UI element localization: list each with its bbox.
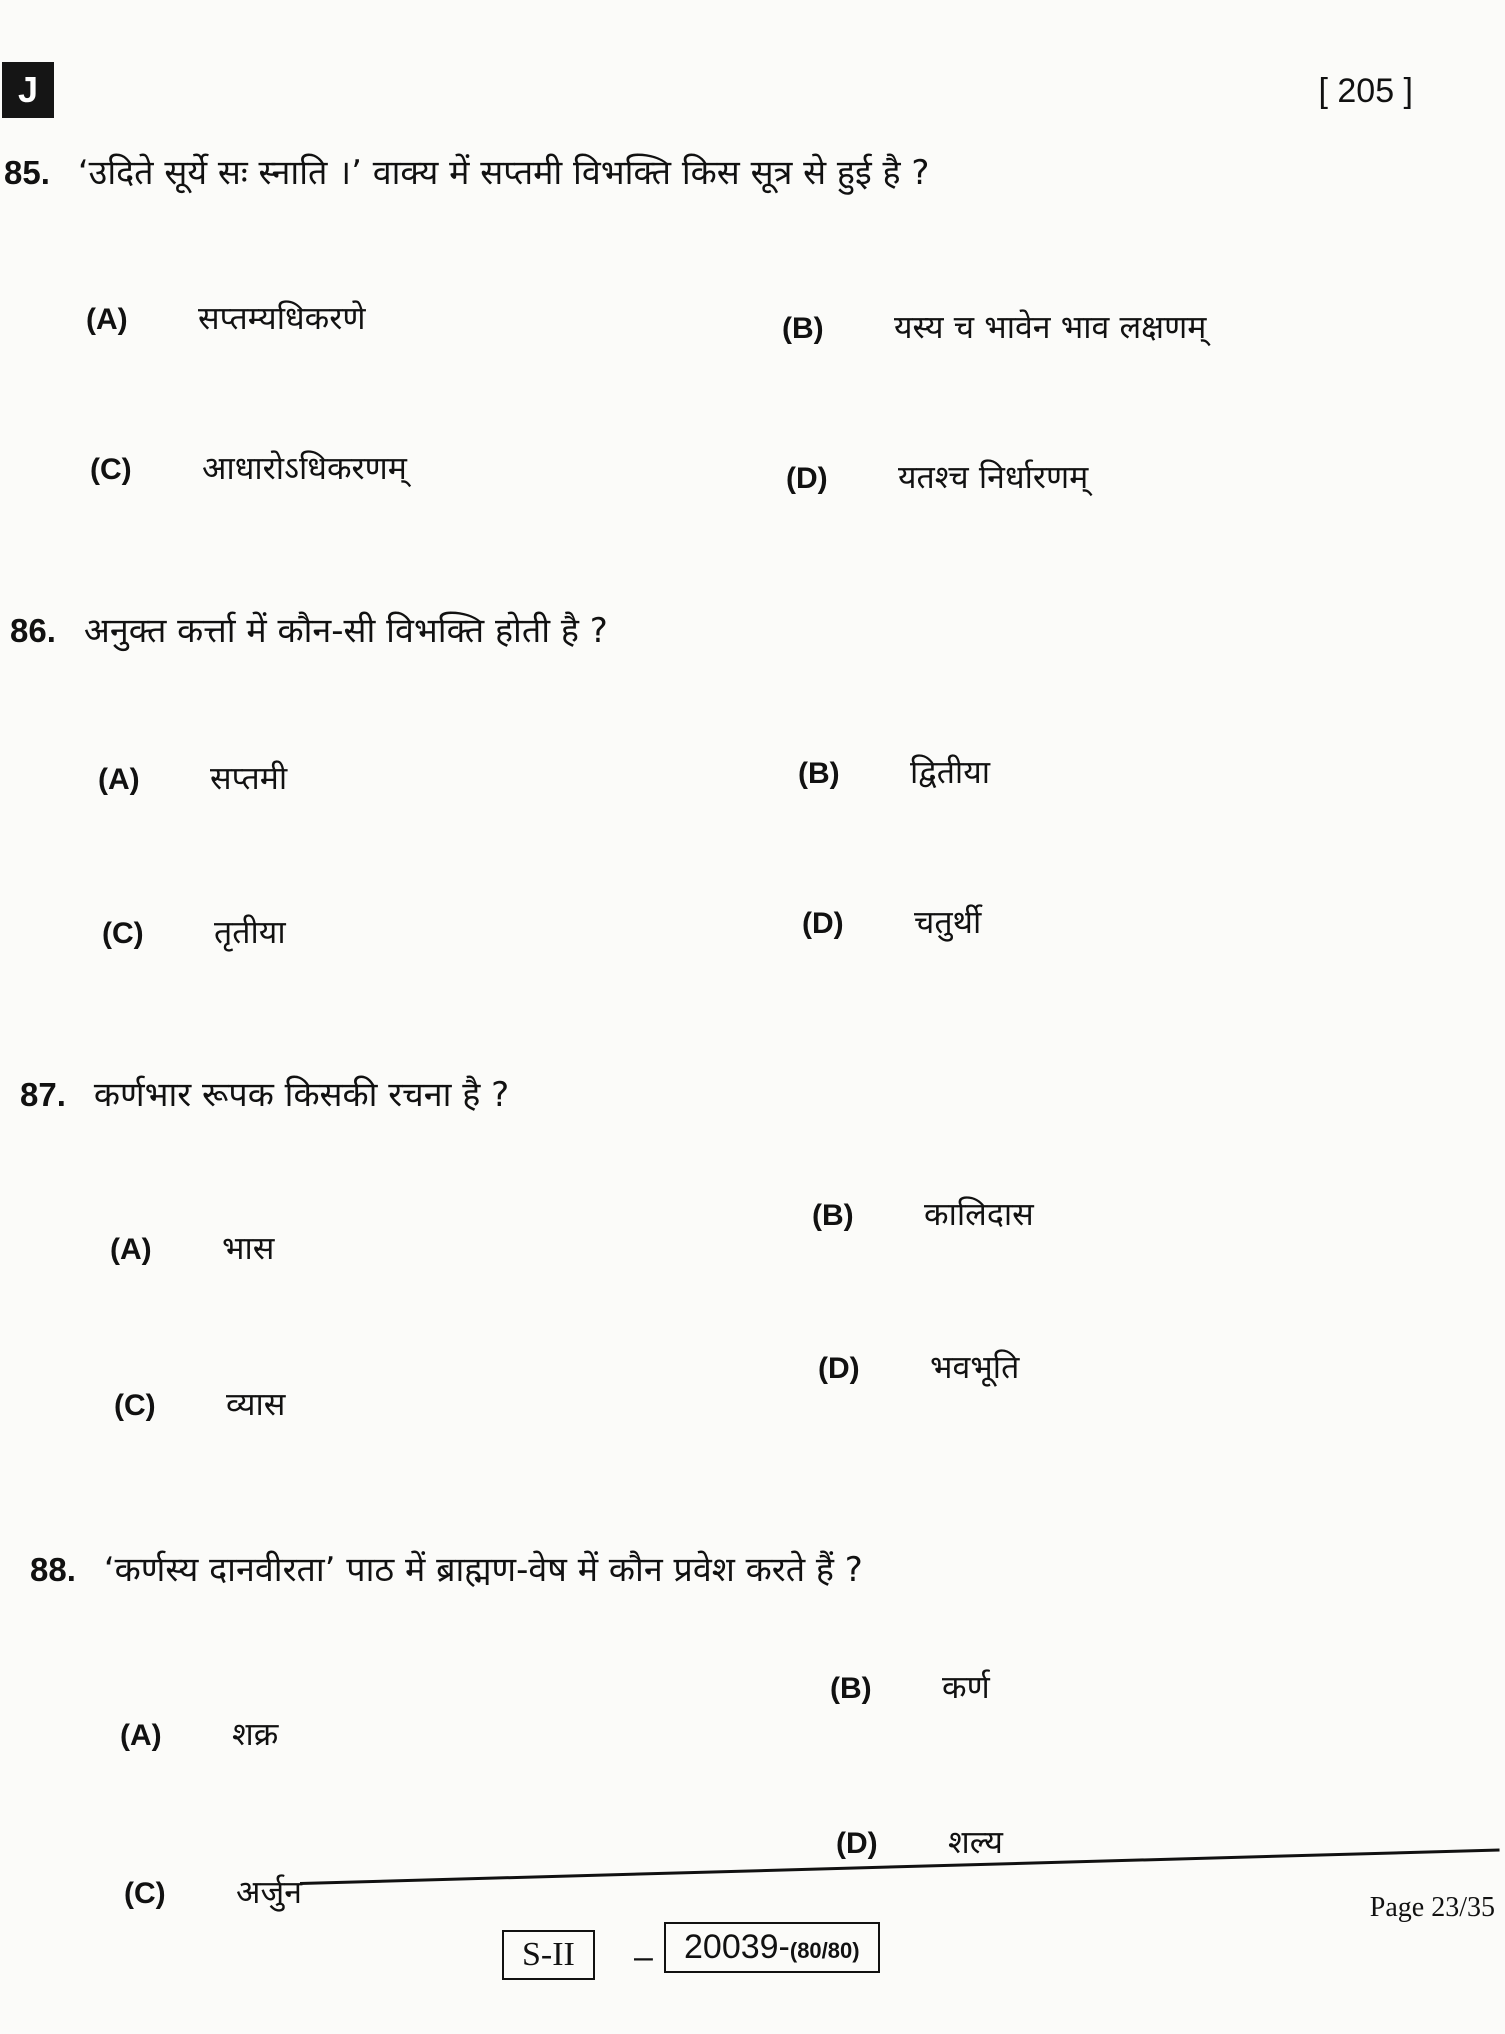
option-label: (C) (102, 917, 144, 950)
option-text: सप्तमी (210, 759, 288, 797)
q87-option-a (110, 1226, 274, 1269)
option-label: (A) (86, 303, 128, 336)
question-87 (20, 1070, 509, 1116)
option-text: शल्य (948, 1823, 1003, 1861)
q88-option-d (836, 1820, 1003, 1863)
paper-code-box (664, 1922, 880, 1973)
option-label: (B) (830, 1672, 872, 1705)
q86-option-d (802, 900, 981, 943)
question-text: कर्णभार रूपक किसकी रचना है ? (93, 1075, 510, 1115)
option-text: भवभूति (930, 1348, 1020, 1386)
option-label: (D) (836, 1827, 878, 1860)
option-label: (A) (120, 1719, 162, 1752)
question-number: 86. (10, 612, 56, 649)
paper-code: 20039- (684, 1928, 790, 1966)
option-text: द्वितीया (910, 753, 991, 791)
q85-option-b (782, 305, 1206, 348)
q87-option-c (114, 1382, 285, 1425)
q88-option-c (124, 1870, 302, 1913)
question-85 (4, 148, 929, 194)
q87-option-d (818, 1345, 1019, 1388)
question-number: 85. (4, 154, 50, 191)
option-label: (A) (98, 763, 140, 796)
q88-option-b (830, 1665, 990, 1708)
series-badge: J (2, 62, 54, 118)
option-label: (A) (110, 1233, 152, 1266)
option-label: (C) (124, 1877, 166, 1910)
q85-option-a (86, 296, 365, 339)
paper-code-bracket: [ 205 ] (1318, 72, 1413, 110)
option-label: (B) (798, 757, 840, 790)
option-text: तृतीया (214, 913, 286, 951)
q85-option-c (90, 446, 407, 489)
question-88 (30, 1545, 863, 1591)
option-text: कालिदास (924, 1195, 1034, 1233)
paper-code-suffix: (80/80) (789, 1938, 860, 1963)
option-label: (D) (818, 1352, 860, 1385)
option-text: आधारोऽधिकरणम् (202, 449, 407, 487)
option-text: व्यास (226, 1385, 286, 1423)
option-text: चतुर्थी (914, 903, 982, 941)
option-label: (D) (802, 907, 844, 940)
option-label: (C) (90, 453, 132, 486)
option-label: (D) (786, 462, 828, 495)
q86-option-c (102, 910, 286, 953)
question-text: ‘कर्णस्य दानवीरता’ पाठ में ब्राह्मण-वेष में कौन प्रवेश करते हैं ? (103, 1550, 863, 1590)
q87-option-b (812, 1192, 1034, 1235)
q86-option-a (98, 756, 287, 799)
option-label: (C) (114, 1389, 156, 1422)
option-text: कर्ण (942, 1668, 990, 1706)
option-text: यतश्च निर्धारणम् (898, 458, 1089, 496)
q86-option-b (798, 750, 990, 793)
q88-option-a (120, 1712, 278, 1755)
option-text: शक्र (232, 1715, 279, 1753)
option-label: (B) (812, 1199, 854, 1232)
q85-option-d (786, 455, 1088, 498)
question-text: अनुक्त कर्त्ता में कौन-सी विभक्ति होती है ? (83, 611, 608, 651)
question-number: 87. (20, 1076, 66, 1113)
question-number: 88. (30, 1551, 76, 1588)
set-box: S-II (502, 1930, 595, 1980)
option-text: यस्य च भावेन भाव लक्षणम् (894, 308, 1207, 346)
option-text: अर्जुन (236, 1873, 302, 1911)
question-86 (10, 606, 608, 652)
option-label: (B) (782, 312, 824, 345)
option-text: भास (222, 1229, 275, 1267)
question-text: ‘उदिते सूर्ये सः स्नाति ।’ वाक्य में सप्तमी विभक्ति किस सूत्र से हुई है ? (77, 153, 930, 193)
option-text: सप्तम्यधिकरणे (198, 299, 366, 337)
footer-dash: – (634, 1938, 653, 1976)
page-number: Page 23/35 (1369, 1892, 1495, 1923)
